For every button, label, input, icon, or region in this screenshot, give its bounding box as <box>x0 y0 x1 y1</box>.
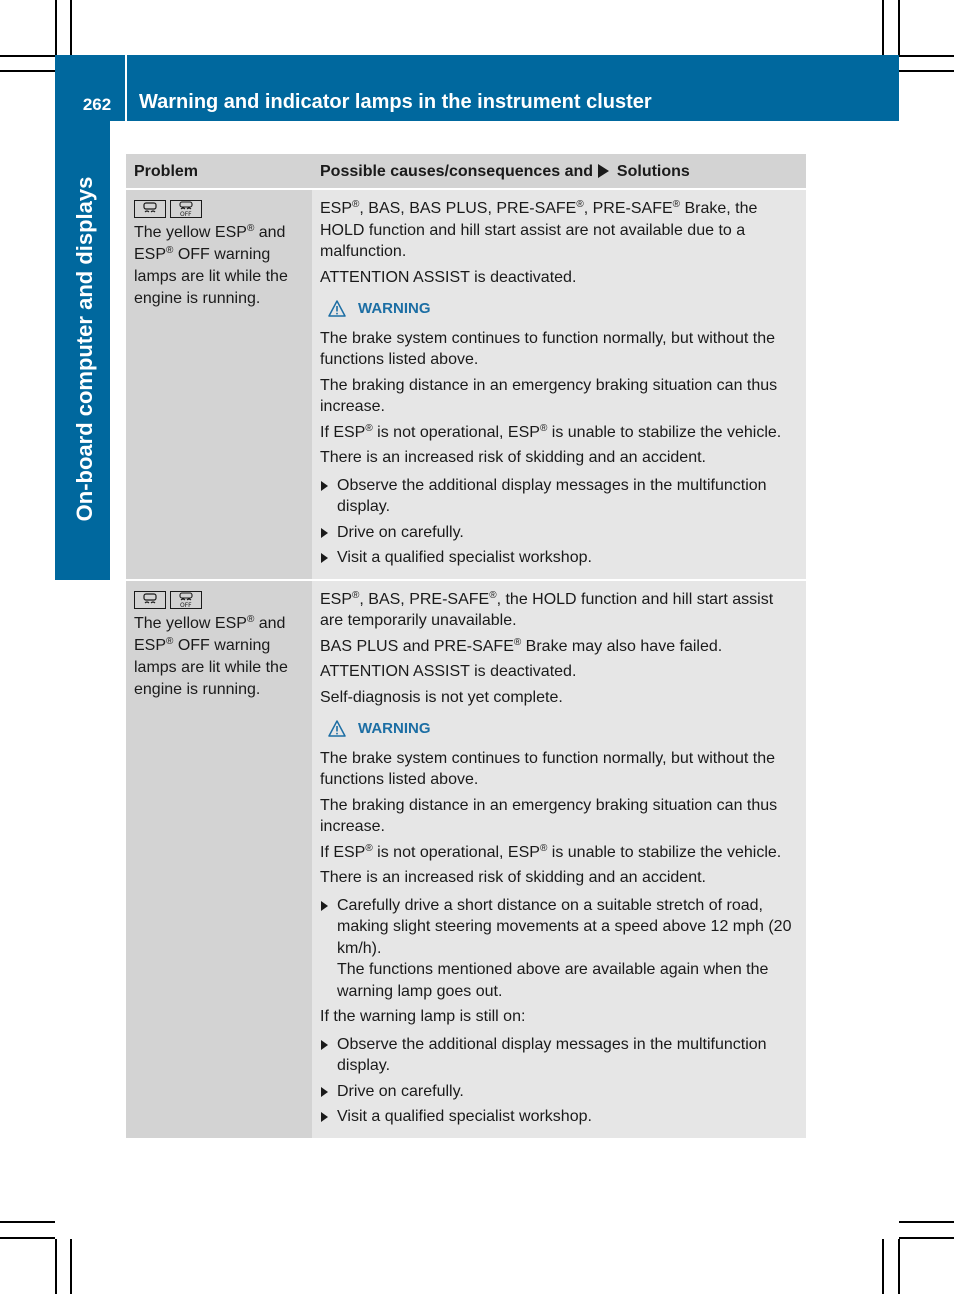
warning-text: There is an increased risk of skidding and an accident. <box>320 869 706 886</box>
warning-text: If ESP® is not operational, ESP® is unable to stabilize the vehicle. <box>320 422 782 441</box>
problem-table <box>126 154 806 1138</box>
problem-cell <box>126 190 312 579</box>
crop-mark <box>55 0 57 55</box>
solution-list <box>320 895 798 1003</box>
crop-mark <box>0 1221 55 1223</box>
list-item: Visit a qualified specialist workshop. <box>320 1106 798 1128</box>
crop-mark <box>882 1239 884 1294</box>
esp-off-lamp-icon <box>170 200 202 218</box>
warning-heading <box>328 718 798 740</box>
list-item: Carefully drive a short distance on a suitable stretch of road, making slight steering movements at a speed above 12 mph (20 km/h). The functions mentioned above are available again when the warning lamp goes out. <box>320 895 798 1003</box>
cause-paragraph: ATTENTION ASSIST is deactivated. <box>320 663 577 680</box>
warning-text: The braking distance in an emergency braking situation can thus increase. <box>320 796 778 835</box>
column-header-solutions-text: Solutions <box>616 163 690 180</box>
list-item: Drive on carefully. <box>320 522 798 544</box>
page-number: 262 <box>82 95 112 114</box>
warning-heading <box>328 298 798 320</box>
problem-cell <box>126 581 312 1138</box>
list-item: Visit a qualified specialist workshop. <box>320 547 798 569</box>
table-row <box>126 579 806 1138</box>
crop-mark <box>899 1221 954 1223</box>
header-divider <box>125 55 127 121</box>
solution-list <box>320 1034 798 1128</box>
crop-mark <box>899 55 954 57</box>
warning-text: If ESP® is not operational, ESP® is unable to stabilize the vehicle. <box>320 842 782 861</box>
column-header-causes <box>312 154 806 188</box>
problem-text: The yellow ESP® and ESP® OFF warning lamps are lit while the engine is running. <box>134 613 288 698</box>
cause-paragraph: ATTENTION ASSIST is deactivated. <box>320 268 577 286</box>
warning-text: The braking distance in an emergency braking situation can thus increase. <box>320 376 778 415</box>
list-item: Observe the additional display messages in the multifunction display. <box>320 475 798 518</box>
causes-cell <box>312 581 806 1138</box>
problem-text: The yellow ESP® and ESP® OFF warning lamps are lit while the engine is running. <box>134 223 288 307</box>
crop-mark <box>70 1239 72 1294</box>
table-row <box>126 188 806 579</box>
crop-mark <box>0 1237 55 1239</box>
crop-mark <box>899 1237 954 1239</box>
cause-paragraph: BAS PLUS and PRE-SAFE® Brake may also have failed. <box>320 636 723 655</box>
esp-lamp-icon <box>134 200 166 218</box>
column-header-problem: Problem <box>134 163 199 180</box>
cause-paragraph: Self-diagnosis is not yet complete. <box>320 688 563 706</box>
column-header-causes-text: Possible causes/consequences and <box>320 163 594 180</box>
warning-label: WARNING <box>358 300 431 317</box>
section-side-tab-label: On-board computer and displays <box>72 176 97 522</box>
crop-mark <box>898 1239 900 1294</box>
warning-lamp-icons <box>134 200 304 218</box>
warning-text: The brake system continues to function normally, but without the functions listed above. <box>320 749 776 788</box>
crop-mark <box>0 55 55 57</box>
crop-mark <box>70 0 72 55</box>
svg-text:OFF: OFF <box>180 211 192 217</box>
crop-mark <box>0 70 55 72</box>
page-title: Warning and indicator lamps in the instrument cluster <box>139 91 652 113</box>
warning-text: There is an increased risk of skidding and an accident. <box>320 449 706 466</box>
warning-triangle-icon <box>328 720 346 737</box>
crop-mark <box>898 0 900 55</box>
esp-off-lamp-icon <box>170 591 202 609</box>
crop-mark <box>55 1239 57 1294</box>
warning-lamp-icons <box>134 591 304 609</box>
warning-label: WARNING <box>358 720 431 737</box>
warning-text: The brake system continues to function normally, but without the functions listed above. <box>320 329 776 368</box>
esp-lamp-icon <box>134 591 166 609</box>
list-item: Drive on carefully. <box>320 1081 798 1103</box>
table-header <box>126 154 806 188</box>
arrow-right-icon <box>598 164 609 178</box>
condition-text: If the warning lamp is still on: <box>320 1008 526 1025</box>
cause-paragraph: ESP®, BAS, PRE-SAFE®, the HOLD function and hill start assist are temporarily unavailable. <box>320 589 774 629</box>
warning-triangle-icon <box>328 300 346 317</box>
causes-cell <box>312 190 806 579</box>
crop-mark <box>899 70 954 72</box>
list-item: Observe the additional display messages in the multifunction display. <box>320 1034 798 1077</box>
solution-list <box>320 475 798 569</box>
cause-paragraph: ESP®, BAS, BAS PLUS, PRE-SAFE®, PRE-SAFE® Brake, the HOLD function and hill start assist are not available due to a malfunction. <box>320 199 758 260</box>
page-header <box>55 55 899 121</box>
crop-mark <box>882 0 884 55</box>
svg-text:OFF: OFF <box>180 601 192 608</box>
